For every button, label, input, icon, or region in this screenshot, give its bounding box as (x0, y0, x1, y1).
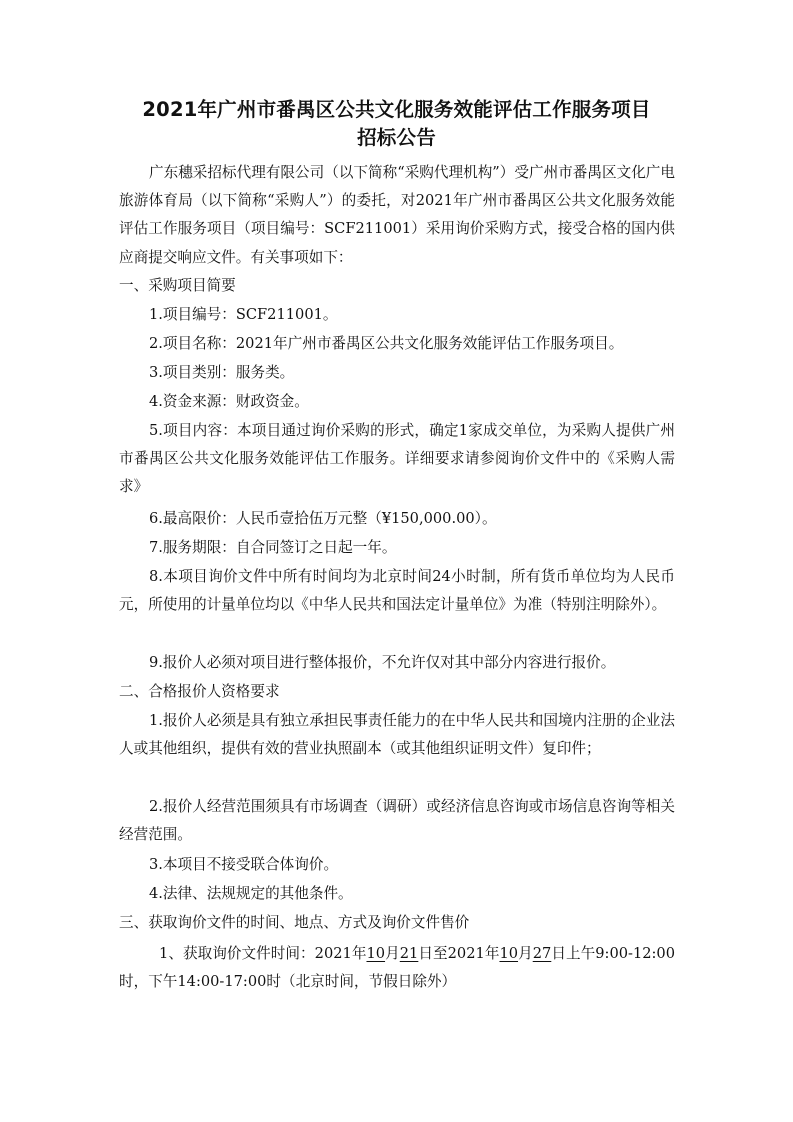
end-day: 27 (532, 945, 552, 962)
section1-item-6: 6.最高限价：人民币壹拾伍万元整（¥150,000.00）。 (149, 510, 497, 527)
section1-item-4: 4.资金来源：财政资金。 (149, 393, 309, 410)
section3-item1-prefix: 1、获取询价文件时间：2021年 (159, 945, 367, 962)
section3-item-1 (119, 940, 675, 996)
section1-item-1: 1.项目编号：SCF211001。 (149, 306, 338, 323)
document-title-line2: 招标公告 (357, 126, 436, 149)
intro-paragraph: 广东穗采招标代理有限公司（以下简称“采购代理机构”）受广州市番禺区文化广电旅游体育局（以下简称“采购人”）的委托，对2021年广州市番禺区公共文化服务效能评估工作服务项目（项目编号：SCF211001）采用询价采购方式，接受合格的国内供应商提交响应文件。有关事项如下： (119, 164, 675, 266)
section3-item1-text-month1: 月 (385, 945, 400, 962)
end-month: 10 (499, 945, 519, 962)
section3-item1-text-month2: 月 (518, 945, 533, 962)
section2-item-2: 2.报价人经营范围须具有市场调查（调研）或经济信息咨询或市场信息咨询等相关经营范围。 (119, 798, 675, 844)
section1-item-5: 5.项目内容：本项目通过询价采购的形式，确定1家成交单位，为采购人提供广州市番禺区公共文化服务效能评估工作服务。详细要求请参阅询价文件中的《采购人需求》 (119, 422, 675, 496)
section3-item1-suffix: 日上午9:00-12:00时，下午14:00-17:00时（北京时间，节假日除外） (119, 945, 675, 991)
section2-item-3: 3.本项目不接受联合体询价。 (149, 856, 339, 873)
start-month: 10 (366, 945, 386, 962)
section1-heading: 一、采购项目简要 (119, 277, 236, 294)
section2-item-1: 1.报价人必须是具有独立承担民事责任能力的在中华人民共和国境内注册的企业法人或其他组织，提供有效的营业执照副本（或其他组织证明文件）复印件； (119, 712, 675, 758)
section1-item-7: 7.服务期限：自合同签订之日起一年。 (149, 539, 397, 556)
section2-item-4: 4.法律、法规规定的其他条件。 (149, 885, 353, 902)
document-title-line1: 2021年广州市番禺区公共文化服务效能评估工作服务项目 (142, 98, 651, 121)
section2-heading: 二、合格报价人资格要求 (119, 683, 280, 700)
section1-item-3: 3.项目类别：服务类。 (149, 364, 295, 381)
section1-item-2: 2.项目名称：2021年广州市番禺区公共文化服务效能评估工作服务项目。 (149, 335, 624, 352)
section1-item-8: 8.本项目询价文件中所有时间均为北京时间24小时制，所有货币单位均为人民币元，所使用的计量单位均以《中华人民共和国法定计量单位》为准（特别注明除外）。 (119, 568, 675, 614)
section1-item-9: 9.报价人必须对项目进行整体报价，不允许仅对其中部分内容进行报价。 (149, 654, 616, 671)
section3-item1-text-to: 日至2021年 (418, 945, 500, 962)
section3-heading: 三、获取询价文件的时间、地点、方式及询价文件售价 (119, 914, 470, 931)
start-day: 21 (399, 945, 419, 962)
